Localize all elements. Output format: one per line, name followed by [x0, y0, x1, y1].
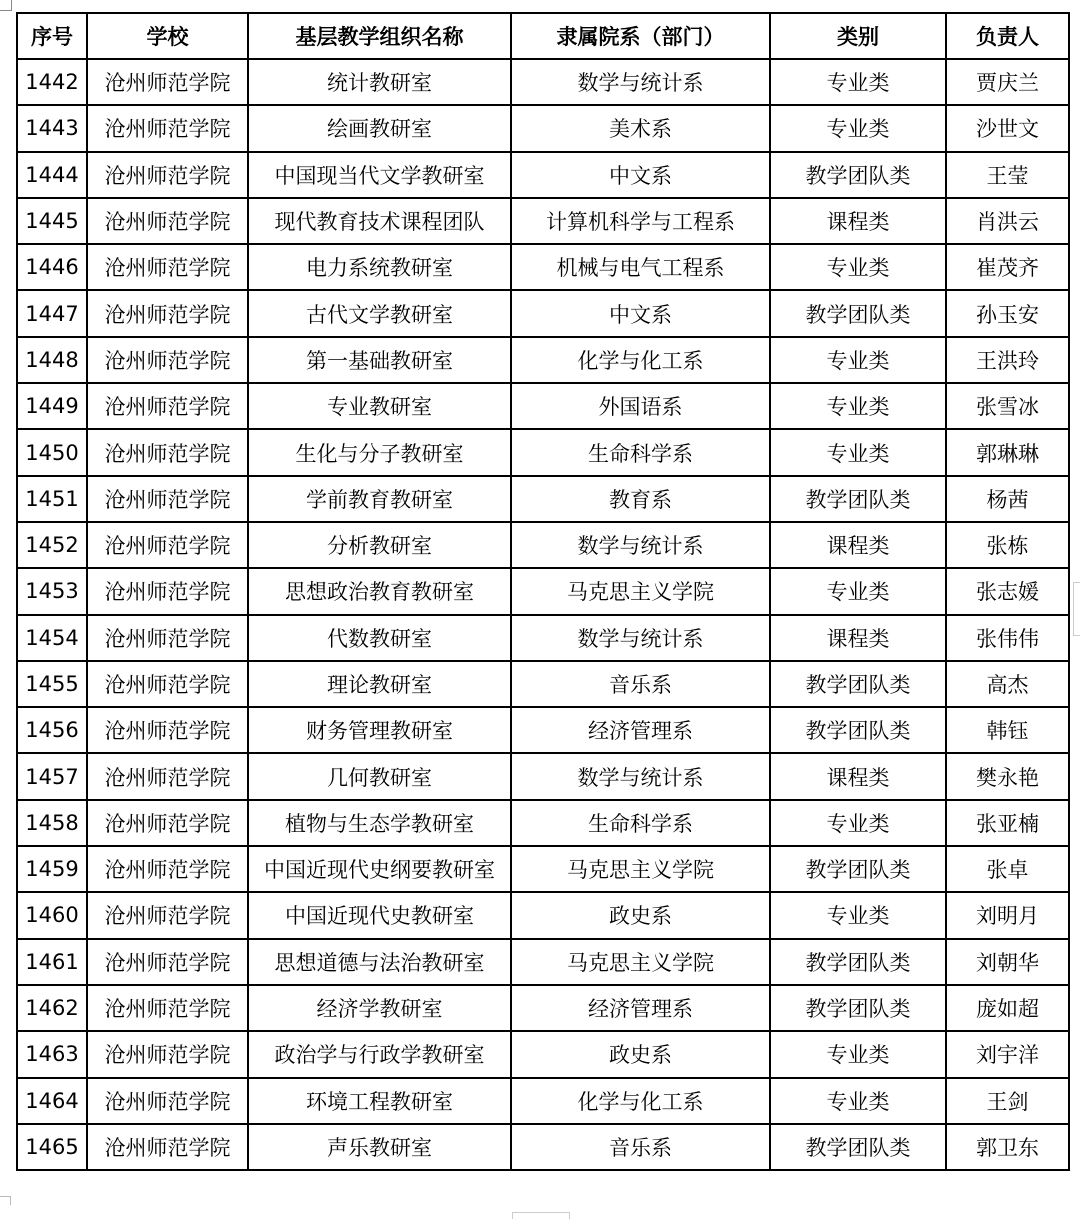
leader-cell: 庞如超: [946, 985, 1069, 1031]
organization-name-cell: 理论教研室: [248, 661, 511, 707]
organization-name-cell: 现代教育技术课程团队: [248, 198, 511, 244]
serial-number-cell: 1463: [17, 1031, 87, 1077]
header-leader: 负责人: [946, 13, 1069, 59]
table-row: [17, 105, 1069, 151]
organization-name-cell: 思想道德与法治教研室: [248, 939, 511, 985]
organization-name-cell: 财务管理教研室: [248, 707, 511, 753]
school-cell: 沧州师范学院: [87, 429, 248, 475]
table-row: [17, 522, 1069, 568]
school-cell: 沧州师范学院: [87, 892, 248, 938]
table-row: [17, 753, 1069, 799]
school-cell: 沧州师范学院: [87, 846, 248, 892]
leader-cell: 张栋: [946, 522, 1069, 568]
category-cell: 专业类: [770, 429, 946, 475]
school-cell: 沧州师范学院: [87, 198, 248, 244]
department-cell: 数学与统计系: [511, 522, 770, 568]
serial-number-cell: 1462: [17, 985, 87, 1031]
category-cell: 教学团队类: [770, 290, 946, 336]
category-cell: 教学团队类: [770, 661, 946, 707]
leader-cell: 沙世文: [946, 105, 1069, 151]
serial-number-cell: 1450: [17, 429, 87, 475]
category-cell: 专业类: [770, 105, 946, 151]
serial-number-cell: 1465: [17, 1124, 87, 1170]
leader-cell: 张卓: [946, 846, 1069, 892]
category-cell: 专业类: [770, 1078, 946, 1124]
school-cell: 沧州师范学院: [87, 244, 248, 290]
school-cell: 沧州师范学院: [87, 383, 248, 429]
school-cell: 沧州师范学院: [87, 59, 248, 105]
school-cell: 沧州师范学院: [87, 615, 248, 661]
organization-name-cell: 声乐教研室: [248, 1124, 511, 1170]
table-row: [17, 337, 1069, 383]
table-row: [17, 476, 1069, 522]
category-cell: 专业类: [770, 568, 946, 614]
page-edge-mark: [1073, 582, 1080, 636]
serial-number-cell: 1464: [17, 1078, 87, 1124]
category-cell: 教学团队类: [770, 985, 946, 1031]
header-serial-number: 序号: [17, 13, 87, 59]
serial-number-cell: 1461: [17, 939, 87, 985]
department-cell: 中文系: [511, 152, 770, 198]
organization-name-cell: 思想政治教育教研室: [248, 568, 511, 614]
serial-number-cell: 1447: [17, 290, 87, 336]
school-cell: 沧州师范学院: [87, 476, 248, 522]
department-cell: 外国语系: [511, 383, 770, 429]
category-cell: 课程类: [770, 522, 946, 568]
department-cell: 生命科学系: [511, 429, 770, 475]
organization-name-cell: 生化与分子教研室: [248, 429, 511, 475]
leader-cell: 崔茂齐: [946, 244, 1069, 290]
table-row: [17, 59, 1069, 105]
organization-name-cell: 中国现当代文学教研室: [248, 152, 511, 198]
header-organization-name: 基层教学组织名称: [248, 13, 511, 59]
department-cell: 数学与统计系: [511, 753, 770, 799]
school-cell: 沧州师范学院: [87, 661, 248, 707]
school-cell: 沧州师范学院: [87, 337, 248, 383]
department-cell: 计算机科学与工程系: [511, 198, 770, 244]
selection-corner-mark: [0, 0, 12, 11]
table-row: [17, 985, 1069, 1031]
school-cell: 沧州师范学院: [87, 152, 248, 198]
category-cell: 专业类: [770, 800, 946, 846]
leader-cell: 刘明月: [946, 892, 1069, 938]
department-cell: 生命科学系: [511, 800, 770, 846]
leader-cell: 郭卫东: [946, 1124, 1069, 1170]
serial-number-cell: 1459: [17, 846, 87, 892]
table-row: [17, 939, 1069, 985]
table-row: [17, 1031, 1069, 1077]
leader-cell: 刘朝华: [946, 939, 1069, 985]
table-row: [17, 846, 1069, 892]
serial-number-cell: 1445: [17, 198, 87, 244]
leader-cell: 刘宇洋: [946, 1031, 1069, 1077]
table-row: [17, 152, 1069, 198]
department-cell: 教育系: [511, 476, 770, 522]
category-cell: 教学团队类: [770, 707, 946, 753]
department-cell: 马克思主义学院: [511, 568, 770, 614]
organization-name-cell: 环境工程教研室: [248, 1078, 511, 1124]
leader-cell: 王剑: [946, 1078, 1069, 1124]
school-cell: 沧州师范学院: [87, 290, 248, 336]
serial-number-cell: 1443: [17, 105, 87, 151]
organization-name-cell: 几何教研室: [248, 753, 511, 799]
serial-number-cell: 1451: [17, 476, 87, 522]
organization-name-cell: 政治学与行政学教研室: [248, 1031, 511, 1077]
leader-cell: 高杰: [946, 661, 1069, 707]
school-cell: 沧州师范学院: [87, 707, 248, 753]
leader-cell: 张志媛: [946, 568, 1069, 614]
category-cell: 课程类: [770, 198, 946, 244]
table-row: [17, 1078, 1069, 1124]
category-cell: 课程类: [770, 615, 946, 661]
department-cell: 政史系: [511, 892, 770, 938]
serial-number-cell: 1446: [17, 244, 87, 290]
leader-cell: 孙玉安: [946, 290, 1069, 336]
serial-number-cell: 1456: [17, 707, 87, 753]
table-row: [17, 198, 1069, 244]
leader-cell: 张伟伟: [946, 615, 1069, 661]
serial-number-cell: 1453: [17, 568, 87, 614]
organization-name-cell: 中国近现代史纲要教研室: [248, 846, 511, 892]
school-cell: 沧州师范学院: [87, 105, 248, 151]
table-row: [17, 707, 1069, 753]
leader-cell: 肖洪云: [946, 198, 1069, 244]
table-row: [17, 383, 1069, 429]
serial-number-cell: 1457: [17, 753, 87, 799]
serial-number-cell: 1449: [17, 383, 87, 429]
school-cell: 沧州师范学院: [87, 939, 248, 985]
organization-name-cell: 分析教研室: [248, 522, 511, 568]
category-cell: 教学团队类: [770, 152, 946, 198]
table-row: [17, 615, 1069, 661]
organization-name-cell: 专业教研室: [248, 383, 511, 429]
page-corner-mark: [0, 1196, 11, 1205]
leader-cell: 王莹: [946, 152, 1069, 198]
organization-name-cell: 古代文学教研室: [248, 290, 511, 336]
category-cell: 教学团队类: [770, 1124, 946, 1170]
department-cell: 美术系: [511, 105, 770, 151]
department-cell: 中文系: [511, 290, 770, 336]
serial-number-cell: 1455: [17, 661, 87, 707]
leader-cell: 张雪冰: [946, 383, 1069, 429]
organization-name-cell: 经济学教研室: [248, 985, 511, 1031]
category-cell: 专业类: [770, 892, 946, 938]
school-cell: 沧州师范学院: [87, 568, 248, 614]
category-cell: 教学团队类: [770, 846, 946, 892]
serial-number-cell: 1452: [17, 522, 87, 568]
department-cell: 马克思主义学院: [511, 846, 770, 892]
leader-cell: 王洪玲: [946, 337, 1069, 383]
school-cell: 沧州师范学院: [87, 1124, 248, 1170]
category-cell: 专业类: [770, 59, 946, 105]
department-cell: 数学与统计系: [511, 615, 770, 661]
serial-number-cell: 1442: [17, 59, 87, 105]
leader-cell: 贾庆兰: [946, 59, 1069, 105]
organization-name-cell: 代数教研室: [248, 615, 511, 661]
organization-name-cell: 植物与生态学教研室: [248, 800, 511, 846]
organization-name-cell: 电力系统教研室: [248, 244, 511, 290]
category-cell: 教学团队类: [770, 476, 946, 522]
leader-cell: 韩钰: [946, 707, 1069, 753]
department-cell: 经济管理系: [511, 985, 770, 1031]
serial-number-cell: 1444: [17, 152, 87, 198]
serial-number-cell: 1458: [17, 800, 87, 846]
department-cell: 化学与化工系: [511, 337, 770, 383]
serial-number-cell: 1454: [17, 615, 87, 661]
teaching-organization-table: [16, 12, 1070, 1171]
school-cell: 沧州师范学院: [87, 1078, 248, 1124]
category-cell: 专业类: [770, 1031, 946, 1077]
leader-cell: 杨茜: [946, 476, 1069, 522]
leader-cell: 郭琳琳: [946, 429, 1069, 475]
organization-name-cell: 中国近现代史教研室: [248, 892, 511, 938]
department-cell: 机械与电气工程系: [511, 244, 770, 290]
table-row: [17, 429, 1069, 475]
school-cell: 沧州师范学院: [87, 985, 248, 1031]
department-cell: 数学与统计系: [511, 59, 770, 105]
table-row: [17, 661, 1069, 707]
organization-name-cell: 统计教研室: [248, 59, 511, 105]
table-row: [17, 800, 1069, 846]
category-cell: 专业类: [770, 383, 946, 429]
header-school: 学校: [87, 13, 248, 59]
header-department: 隶属院系（部门）: [511, 13, 770, 59]
category-cell: 专业类: [770, 244, 946, 290]
table-row: [17, 244, 1069, 290]
department-cell: 政史系: [511, 1031, 770, 1077]
organization-name-cell: 第一基础教研室: [248, 337, 511, 383]
category-cell: 专业类: [770, 337, 946, 383]
table-row: [17, 568, 1069, 614]
organization-name-cell: 学前教育教研室: [248, 476, 511, 522]
category-cell: 课程类: [770, 753, 946, 799]
department-cell: 经济管理系: [511, 707, 770, 753]
school-cell: 沧州师范学院: [87, 522, 248, 568]
page-edge-mark: [512, 1212, 570, 1219]
leader-cell: 樊永艳: [946, 753, 1069, 799]
table-row: [17, 892, 1069, 938]
school-cell: 沧州师范学院: [87, 753, 248, 799]
header-category: 类别: [770, 13, 946, 59]
department-cell: 音乐系: [511, 661, 770, 707]
serial-number-cell: 1460: [17, 892, 87, 938]
department-cell: 马克思主义学院: [511, 939, 770, 985]
table-row: [17, 1124, 1069, 1170]
organization-name-cell: 绘画教研室: [248, 105, 511, 151]
department-cell: 音乐系: [511, 1124, 770, 1170]
table-row: [17, 290, 1069, 336]
school-cell: 沧州师范学院: [87, 800, 248, 846]
serial-number-cell: 1448: [17, 337, 87, 383]
category-cell: 教学团队类: [770, 939, 946, 985]
school-cell: 沧州师范学院: [87, 1031, 248, 1077]
department-cell: 化学与化工系: [511, 1078, 770, 1124]
table-header-row: [17, 13, 1069, 59]
leader-cell: 张亚楠: [946, 800, 1069, 846]
